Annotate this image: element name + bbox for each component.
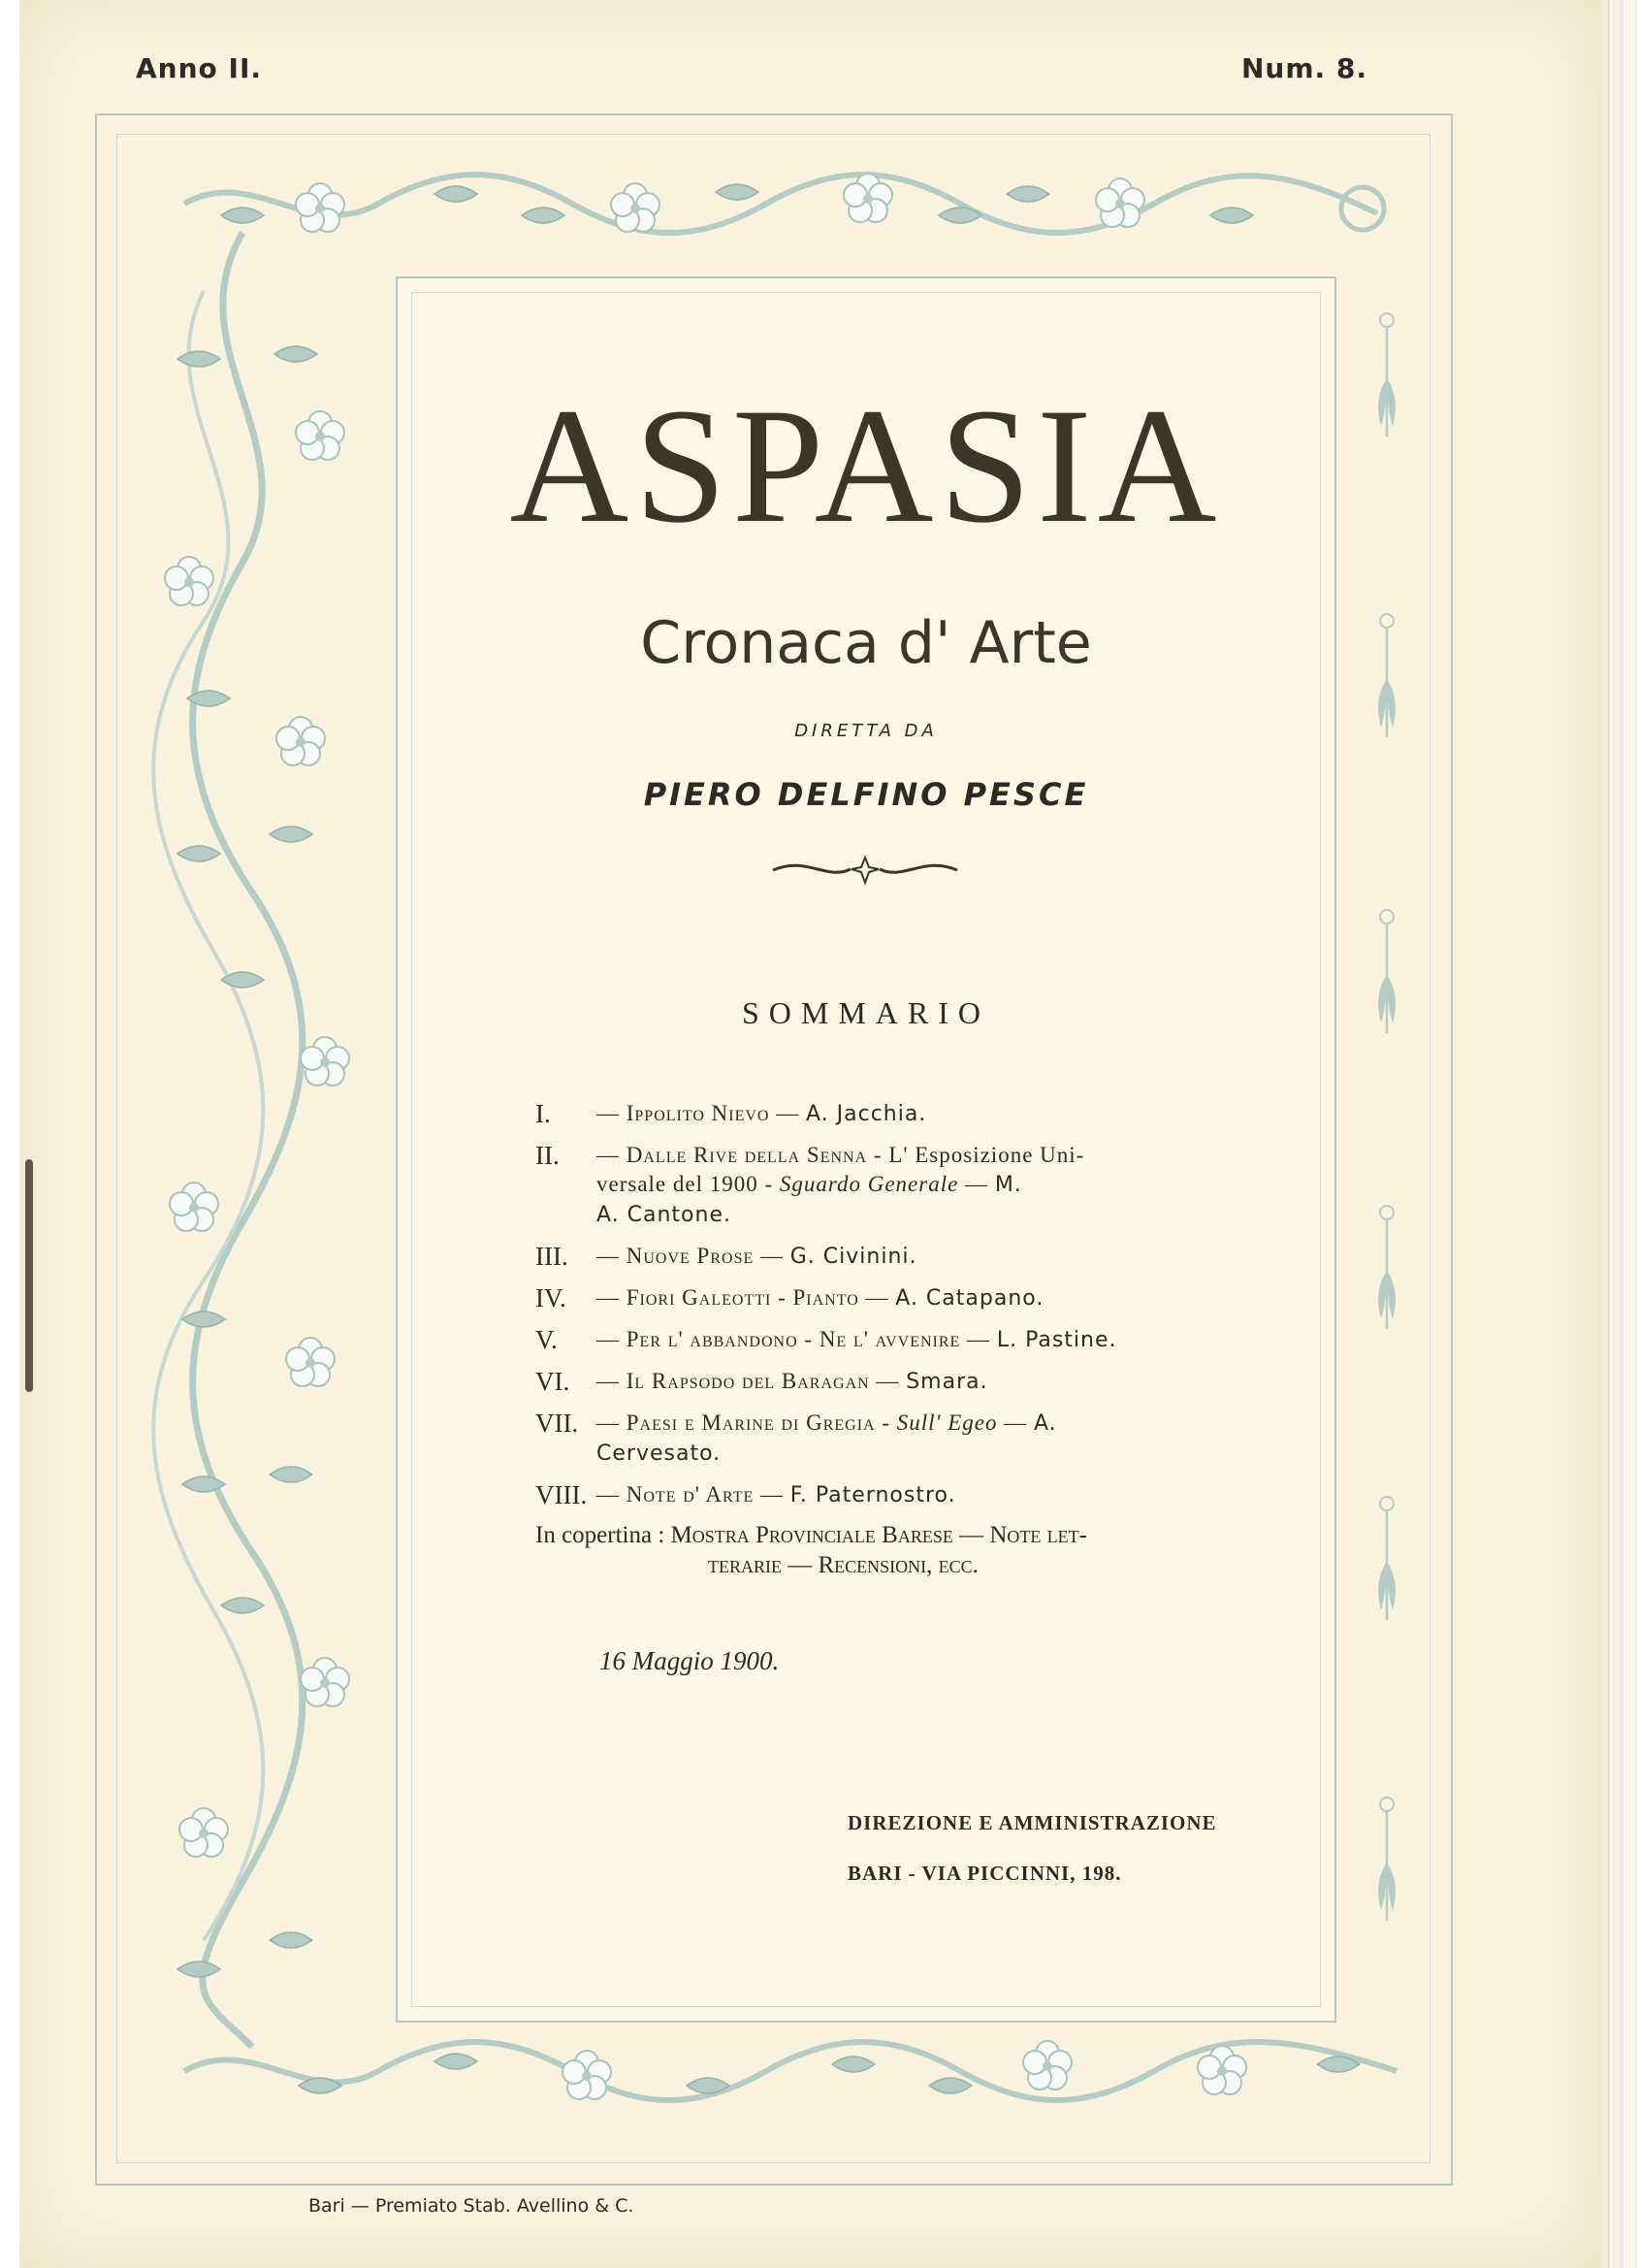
administration-title: DIREZIONE E AMMINISTRAZIONE — [848, 1811, 1217, 1834]
issue-number: Num. 8. — [1241, 52, 1368, 84]
contents-heading: SOMMARIO — [741, 995, 991, 1030]
director-name: PIERO DELFINO PESCE — [643, 776, 1089, 813]
list-item: IV. — Fiori Galeotti - Pianto — A. Catapano. — [535, 1283, 1044, 1312]
list-item: V. — Per l' abbandono - Ne l' avvenire — L. Pastine. — [535, 1325, 1117, 1354]
list-item: I. — Ippolito Nievo — A. Jacchia. — [535, 1099, 927, 1128]
issue-year: Anno II. — [136, 52, 262, 84]
contents-list — [535, 1099, 1272, 1522]
magazine-title: ASPASIA — [509, 374, 1223, 557]
cover-label: In copertina : — [535, 1522, 665, 1548]
list-item: VII. — Paesi e Marine di Gregia - Sull' Egeo — A. Cervesato. — [535, 1409, 1057, 1466]
list-item: II. — Dalle Rive della Senna - L' Esposizione Uni- versale del 1900 - Sguardo Generale — M. A. Cantone. — [535, 1141, 1085, 1227]
cover-line: Mostra Provinciale Barese — Note let- — [670, 1522, 1087, 1548]
list-item: III. — Nuove Prose — G. Civinini. — [535, 1242, 917, 1271]
flourish-icon — [768, 846, 962, 894]
cover-line: terarie — Recensioni, ecc. — [708, 1552, 979, 1578]
administration-address: BARI - VIA PICCINNI, 198. — [848, 1862, 1122, 1885]
list-item: VIII. — Note d' Arte — F. Paternostro. — [535, 1480, 956, 1509]
cover-contents — [535, 1520, 1272, 1580]
printer-credit: Bari — Premiato Stab. Avellino & C. — [308, 2195, 634, 2217]
directed-by-label: DIRETTA DA — [794, 721, 938, 741]
issue-date: 16 Maggio 1900. — [599, 1646, 780, 1675]
list-item: VI. — Il Rapsodo del Baragan — Smara. — [535, 1367, 988, 1396]
magazine-subtitle: Cronaca d' Arte — [640, 609, 1092, 677]
administration-block — [848, 1798, 1217, 1898]
